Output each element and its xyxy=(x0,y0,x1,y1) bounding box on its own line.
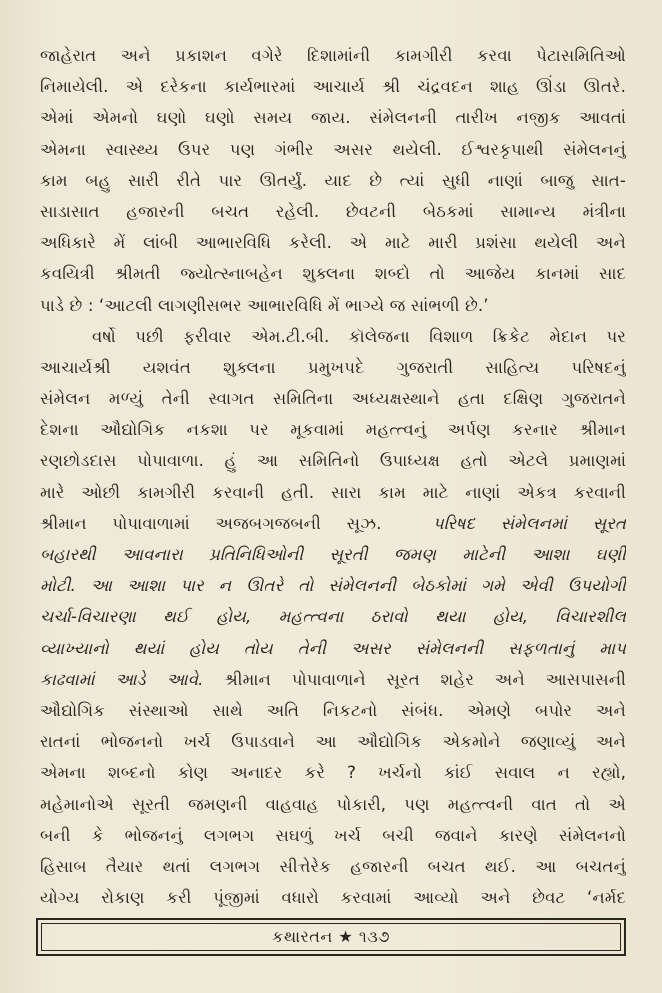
page-footer xyxy=(36,918,626,956)
text-line-9: પાડે છે : ‘આટલી લાગણીસભર આભારવિધિ મેં ભાગ્યે જ સાંભળી છે.’ xyxy=(40,295,489,315)
text-line-10: વર્ષો પછી ફરીવાર એમ.ટી.બી. કૉલેજના વિશાળ ક્રિકેટ મેદાન પર xyxy=(92,326,626,346)
text-line-21-roman: શ્રીમાન પોપાવાળાને સૂરત શહેર અને આસપાસની xyxy=(224,669,626,689)
text-line-28: યોગ્ય રોકાણ કરી પૂંજીમાં વધારો કરવામાં આવ્યો અને છેવટ ‘નર્મદ xyxy=(40,888,626,908)
text-line-6: સાડાસાત હજારની બચત રહેલી. છેવટની બેઠકમાં સામાન્ય મંત્રીના xyxy=(40,201,626,221)
text-line-19: ચર્ચા-વિચારણા થઈ હોય, મહત્ત્વના ઠરાવો થયા હોય, વિચારશીલ xyxy=(40,607,626,627)
text-line-22: ઔદ્યોગિક સંસ્થાઓ સાથે અતિ નિકટનો સંબંધ. એમણે બપોર અને xyxy=(40,700,626,720)
page-footer-label: કથારતન ★ ૧૩૭ xyxy=(272,927,390,946)
text-line-15: મારે ઓછી કામગીરી કરવાની હતી. સારા કામ માટે નાણાં એકત્ર કરવાની xyxy=(40,482,626,502)
text-line-21-italic: કાઢવામાં આડે આવે. xyxy=(40,669,204,689)
body-text xyxy=(40,40,626,913)
text-line-5: કામ બહુ સારી રીતે પાર ઊતર્યું. યાદ છે ત્યાં સુધી નાણાં બાજુ સાત- xyxy=(40,170,626,190)
text-line-17: બહારથી આવનારા પ્રતિનિધિઓની સૂરતી જમણ માટેની આશા ઘણી xyxy=(40,545,626,564)
text-line-3: એમાં એમનો ઘણો ઘણો સમય જાય. સંમેલનની તારીખ નજીક આવતાં xyxy=(40,108,626,128)
text-line-2: નિમાયેલી. એ દરેકના કાર્યભારમાં આચાર્ય શ્રી ચંદ્રવદન શાહ ઊંડા ઊતરે. xyxy=(40,77,626,97)
text-line-8: કવયિત્રી શ્રીમતી જ્યોત્સ્નાબહેન શુક્લના શબ્દો તો આજેય કાનમાં સાદ xyxy=(40,264,626,284)
text-line-16-roman: શ્રીમાન પોપાવાળામાં અજબગજબની સૂઝ. xyxy=(40,513,382,533)
text-line-18: મોટી. આ આશા પાર ન ઊતરે તો સંમેલનની બેઠકોમાં ગમે એવી ઉપયોગી xyxy=(40,576,626,596)
text-line-1: જાહેરાત અને પ્રકાશન વગેરે દિશામાંની કામગીરી કરવા પેટાસમિતિઓ xyxy=(40,46,626,65)
text-line-25: મહેમાનોએ સૂરતી જમણની વાહવાહ પોકારી, પણ મહત્ત્વની વાત તો એ xyxy=(40,794,626,814)
text-line-11: આચાર્યશ્રી યશવંત શુક્લના પ્રમુખપદે ગુજરાતી સાહિત્ય પરિષદનું xyxy=(40,357,626,377)
text-line-21 xyxy=(40,664,626,695)
text-line-4: એમના સ્વાસ્થ્ય ઉપર પણ ગંભીર અસર થયેલી. ઈશ્વરકૃપાથી સંમેલનનું xyxy=(40,139,626,159)
text-line-16-italic: પરિષદ સંમેલનમાં સૂરત xyxy=(432,513,626,533)
text-line-20: વ્યાખ્યાનો થયાં હોય તોય તેની અસર સંમેલનની સફળતાનું માપ xyxy=(40,638,626,658)
page-footer-inner-border xyxy=(41,923,621,951)
text-line-12: સંમેલન મળ્યું તેની સ્વાગત સમિતિના અધ્યક્ષસ્થાને હતા દક્ષિણ ગુજરાતને xyxy=(40,389,626,409)
text-line-16 xyxy=(40,508,626,539)
text-line-14: રણછોડદાસ પોપાવાળા. હું આ સમિતિનો ઉપાધ્યક્ષ હતો એટલે પ્રમાણમાં xyxy=(40,451,626,471)
text-line-27: હિસાબ તૈયાર થતાં લગભગ સીત્તેરેક હજારની બચત થઈ. આ બચતનું xyxy=(40,856,626,876)
text-line-23: રાતનાં ભોજનનો ખર્ચ ઉપાડવાને આ ઔદ્યોગિક એકમોને જણાવ્યું અને xyxy=(40,732,626,752)
text-line-26: બની કે ભોજનનું લગભગ સઘળું ખર્ચ બચી જવાને કારણે સંમેલનનો xyxy=(40,825,626,845)
text-line-13: દેશના ઔદ્યોગિક નકશા પર મૂકવામાં મહત્ત્વનું અર્પણ કરનાર શ્રીમાન xyxy=(40,420,626,440)
text-line-24: એમના શબ્દનો કોણ અનાદર કરે ? ખર્ચનો કાંઈ સવાલ ન રહ્યો, xyxy=(40,763,626,783)
text-line-7: અધિકારે મેં લાંબી આભારવિધિ કરેલી. એ માટે મારી પ્રશંસા થયેલી અને xyxy=(40,233,626,253)
